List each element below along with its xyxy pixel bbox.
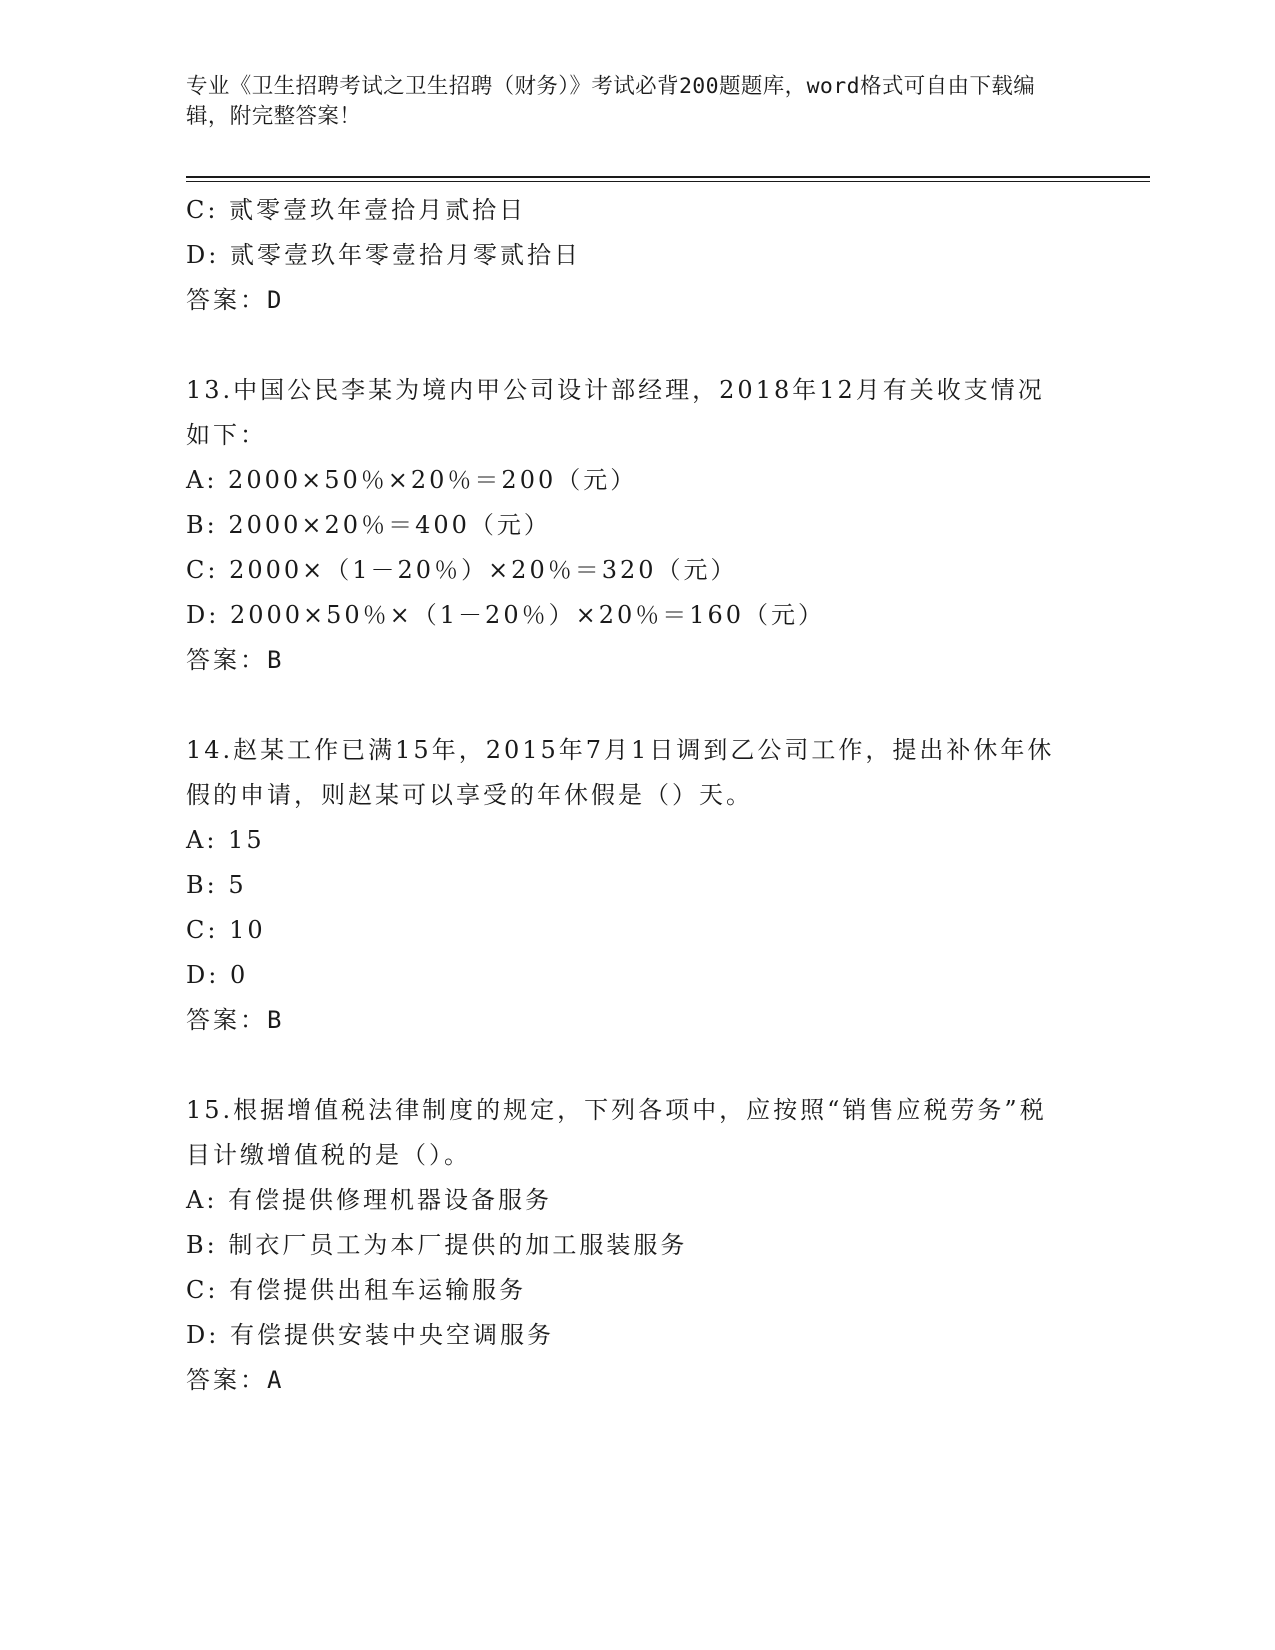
answer-label: 答案： [186, 286, 267, 314]
answer-value: B [267, 646, 285, 674]
question-15-option-c: C: 有偿提供出租车运输服务 [186, 1276, 527, 1304]
answer-value: A [267, 1366, 285, 1394]
document-body [186, 188, 1086, 1403]
header-divider-thin [186, 181, 1150, 182]
spacer [186, 683, 1086, 728]
question-13-answer [186, 638, 1086, 683]
question-14-text: 14.赵某工作已满15年，2015年7月1日调到乙公司工作，提出补休年休假的申请，则赵某可以享受的年休假是（）天。 [186, 736, 1055, 809]
question-14-option-a: A: 15 [186, 826, 265, 854]
question-13-option-d: D: 2000×50％×（1－20％）×20％＝160（元） [186, 601, 826, 629]
question-14-option-d: D: 0 [186, 961, 249, 989]
question-13-option-c: C: 2000×（1－20％）×20％＝320（元） [186, 556, 738, 584]
question-15-answer [186, 1358, 1086, 1403]
header-divider [186, 176, 1150, 178]
spacer [186, 1043, 1086, 1088]
option-d: D: 贰零壹玖年零壹拾月零贰拾日 [186, 241, 581, 269]
document-header: 专业《卫生招聘考试之卫生招聘（财务）》考试必背200题题库，word格式可自由下载编辑，附完整答案！ [186, 74, 1036, 129]
question-15-option-a: A: 有偿提供修理机器设备服务 [186, 1186, 553, 1214]
answer-value: B [267, 1006, 285, 1034]
question-15-option-b: B: 制衣厂员工为本厂提供的加工服装服务 [186, 1231, 688, 1259]
question-14-option-c: C: 10 [186, 916, 266, 944]
question-14-option-b: B: 5 [186, 871, 247, 899]
answer [186, 278, 1086, 323]
question-13-option-a: A: 2000×50％×20％＝200（元） [186, 466, 638, 494]
question-14-answer [186, 998, 1086, 1043]
answer-label: 答案： [186, 646, 267, 674]
question-13-option-b: B: 2000×20％＝400（元） [186, 511, 551, 539]
answer-label: 答案： [186, 1006, 267, 1034]
question-15-option-d: D: 有偿提供安装中央空调服务 [186, 1321, 554, 1349]
answer-value: D [267, 286, 285, 314]
spacer [186, 323, 1086, 368]
question-13-text: 13.中国公民李某为境内甲公司设计部经理，2018年12月有关收支情况如下： [186, 376, 1045, 449]
answer-label: 答案： [186, 1366, 267, 1394]
question-15-text: 15.根据增值税法律制度的规定，下列各项中，应按照“销售应税劳务”税目计缴增值税的是（）。 [186, 1096, 1047, 1169]
option-c: C: 贰零壹玖年壹拾月贰拾日 [186, 196, 527, 224]
